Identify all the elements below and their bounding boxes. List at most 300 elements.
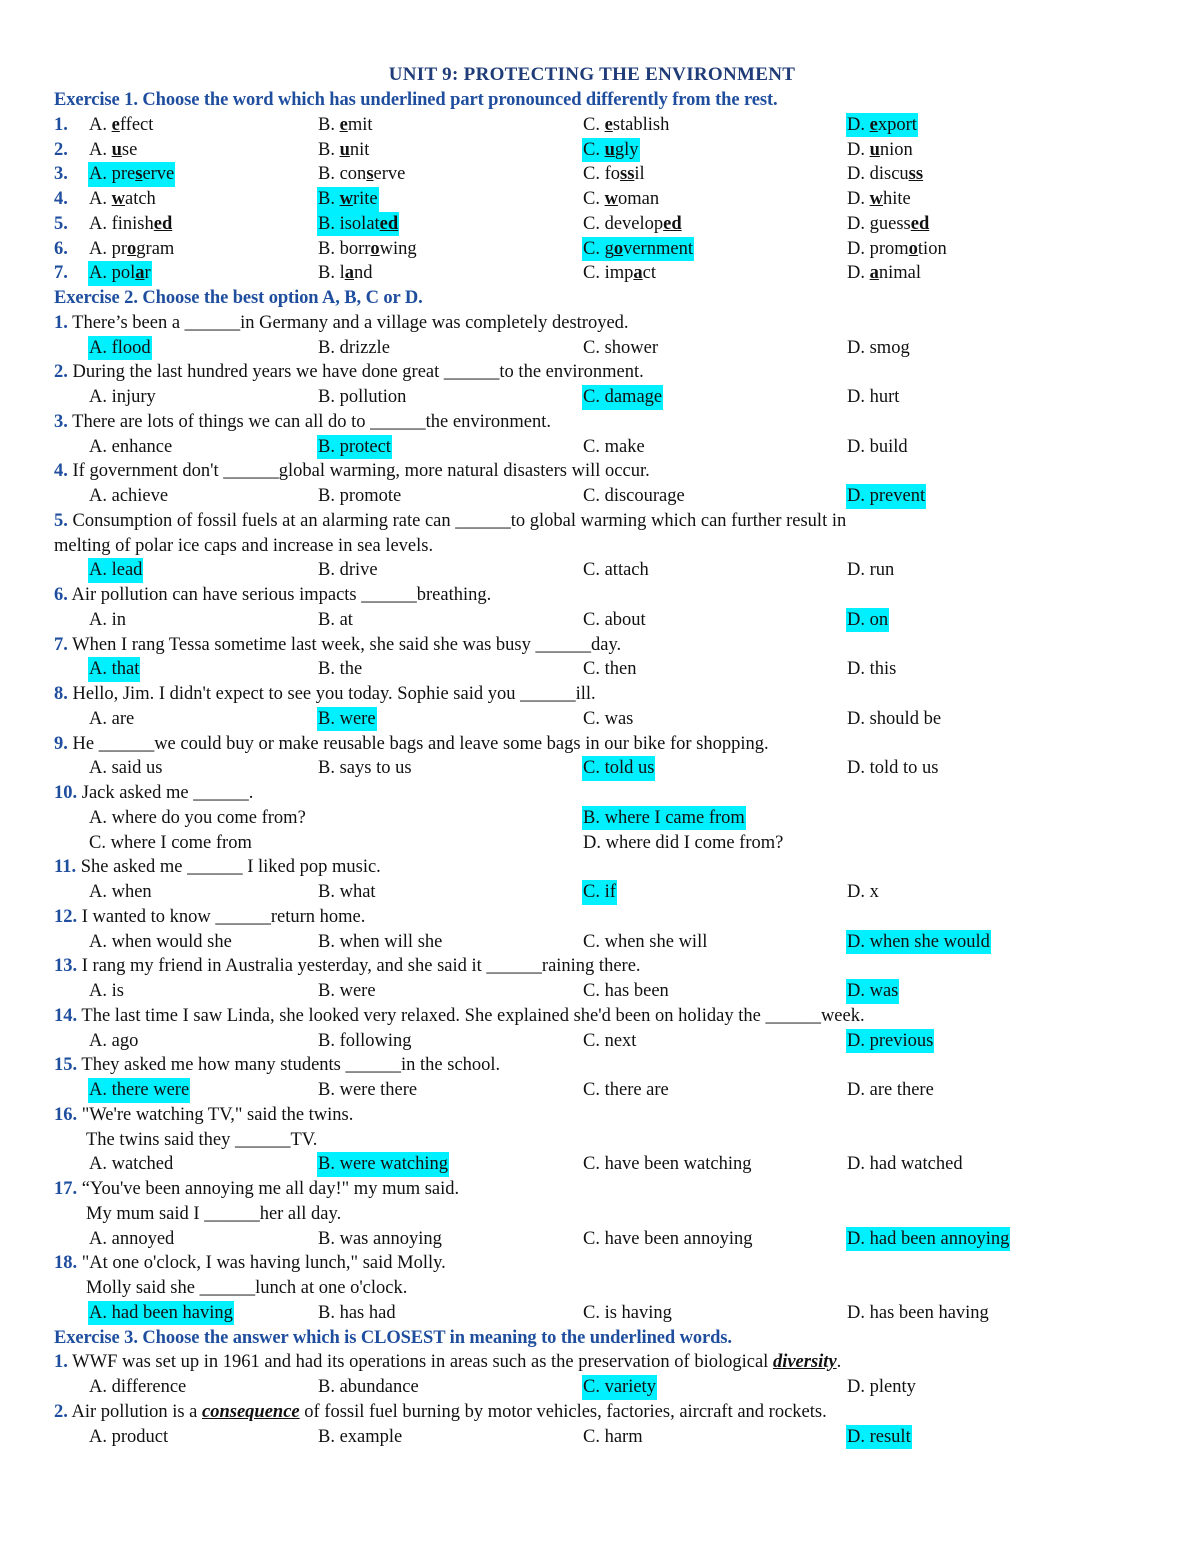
answer-option: B. were (317, 707, 377, 732)
answer-option (317, 261, 373, 286)
text-line (0, 1350, 1200, 1375)
answer-option (846, 261, 922, 286)
option-suffix: ffect (119, 114, 154, 135)
answer-option: C. is having (583, 1302, 672, 1323)
answer-option: C. told us (582, 756, 655, 781)
question-text (54, 1350, 841, 1375)
question-number: 2. (54, 1401, 68, 1422)
question-stem: The last time I saw Linda, she looked very relaxed. She explained she'd been on holiday the ______week. (81, 1005, 865, 1026)
question-number: 11. (54, 857, 77, 878)
question-number: 3. (54, 164, 68, 185)
question-text (54, 583, 491, 608)
answer-option: A. achieve (89, 486, 169, 506)
question-stem: I rang my friend in Australia yesterday, and she said it ______raining there. (81, 956, 641, 977)
text-line (0, 261, 1200, 286)
underlined-part: e (604, 114, 613, 135)
question-text (54, 682, 596, 707)
answer-option: B. says to us (318, 758, 412, 779)
text-line (0, 484, 1200, 509)
answer-option (846, 237, 948, 262)
option-prefix: D. guess (847, 213, 911, 234)
answer-option: D. run (847, 560, 895, 581)
option-suffix: nd (353, 263, 373, 284)
answer-option: D. plenty (847, 1377, 916, 1397)
answer-option (846, 138, 914, 163)
answer-option (88, 237, 175, 262)
question-number: 2. (54, 139, 68, 160)
underlined-part: s (135, 164, 143, 185)
text-line (0, 311, 1200, 336)
answer-option (846, 187, 912, 212)
text-line (0, 1053, 1200, 1078)
answer-option: A. are (89, 708, 135, 729)
text-line (0, 979, 1200, 1004)
question-stem: “You've been annoying me all day!" my mum said. (81, 1179, 460, 1199)
option-suffix: oman (617, 189, 660, 209)
answer-option: B. were (318, 981, 376, 1001)
question-number: 6. (54, 238, 68, 259)
answer-option: A. ago (89, 1030, 139, 1051)
answer-option: A. that (88, 657, 140, 682)
question-number: 12. (54, 906, 78, 927)
answer-option (582, 138, 640, 163)
text-line (0, 1375, 1200, 1400)
question-stem: Jack asked me ______. (81, 783, 254, 803)
question-stem: "At one o'clock, I was having lunch," said Molly. (81, 1253, 446, 1274)
underlined-part: a (344, 263, 354, 284)
question-number: 5. (54, 213, 68, 234)
underlined-part: u (111, 139, 122, 160)
option-prefix: D. discu (847, 164, 909, 185)
question-number: 16. (54, 1104, 78, 1125)
option-suffix: nit (349, 139, 370, 160)
answer-option: C. was (583, 708, 634, 729)
answer-option: B. protect (317, 435, 392, 460)
option-prefix: C. imp (583, 263, 634, 284)
underlined-part: s (366, 164, 374, 185)
text-line (0, 435, 1200, 460)
option-prefix: A. pol (89, 263, 136, 284)
text-line (0, 756, 1200, 781)
question-stem-end: of fossil fuel burning by motor vehicles, factories, aircraft and rockets. (299, 1401, 827, 1422)
answer-option: A. annoyed (89, 1228, 175, 1249)
answer-option: C. variety (582, 1375, 657, 1400)
option-prefix: A. (89, 114, 112, 135)
question-number: 13. (54, 956, 78, 977)
option-suffix: r (144, 263, 151, 284)
answer-option (317, 212, 399, 237)
answer-option: C. there are (583, 1080, 669, 1100)
text-line (0, 831, 1200, 856)
answer-option: D. x (847, 882, 879, 902)
answer-option: C. make (583, 436, 645, 457)
underlined-part: u (869, 139, 880, 160)
answer-option: C. then (583, 659, 637, 680)
text-line (0, 682, 1200, 707)
option-suffix: xport (877, 114, 917, 135)
question-text (54, 633, 621, 658)
text-line (0, 608, 1200, 633)
answer-option: B. was annoying (318, 1228, 442, 1249)
question-text (54, 954, 641, 979)
text-line (0, 385, 1200, 410)
question-stem: Consumption of fossil fuels at an alarming rate can ______to global warming which can further result in (72, 510, 847, 531)
option-suffix: nion (879, 139, 913, 160)
question-stem: If government don't ______global warming, more natural disasters will occur. (72, 461, 650, 482)
answer-option: C. shower (583, 337, 659, 358)
answer-option (846, 212, 930, 237)
option-prefix: D. (847, 263, 870, 284)
option-prefix: A. pre (89, 164, 136, 185)
answer-option: A. said us (89, 758, 163, 779)
question-stem: He ______we could buy or make reusable bags and leave some bags in our bike for shopping. (72, 733, 769, 754)
answer-option: C. have been annoying (583, 1228, 753, 1249)
text-line (0, 657, 1200, 682)
question-text (54, 781, 253, 806)
answer-option (88, 187, 157, 212)
question-number: 7. (54, 263, 68, 284)
answer-option: A. lead (88, 558, 143, 583)
text-line (0, 781, 1200, 806)
option-prefix: A. finish (89, 213, 154, 234)
answer-option: B. at (318, 609, 353, 630)
answer-option: A. where do you come from? (89, 807, 306, 828)
question-stem: Air pollution can have serious impacts ______breathing. (71, 585, 492, 605)
underlined-part: ed (910, 213, 930, 234)
answer-option: D. on (846, 608, 889, 633)
option-suffix: wing (379, 238, 417, 259)
answer-option: B. drizzle (318, 337, 390, 358)
option-suffix: gram (136, 238, 175, 259)
answer-option: A. when would she (89, 931, 232, 952)
question-text (54, 410, 551, 435)
question-number: 9. (54, 733, 68, 754)
question-number: 5. (54, 510, 68, 531)
option-prefix: C. develop (583, 213, 664, 234)
reported-sentence: The twins said they ______TV. (86, 1129, 318, 1150)
option-prefix: B. l (318, 263, 345, 284)
answer-option: D. was (846, 979, 899, 1004)
answer-option (88, 261, 152, 286)
underlined-part: ss (620, 164, 635, 185)
text-line (0, 1301, 1200, 1326)
option-prefix: C. (583, 139, 605, 160)
answer-option: C. when she will (583, 931, 708, 952)
answer-option (317, 187, 379, 212)
option-suffix: erve (373, 164, 406, 185)
option-suffix: stablish (612, 114, 670, 135)
option-suffix: vernment (623, 238, 693, 259)
underlined-part: w (869, 189, 883, 209)
underlined-part: u (604, 139, 615, 160)
answer-option: B. were there (318, 1080, 418, 1100)
answer-option: C. discourage (583, 486, 685, 506)
answer-option (582, 237, 694, 262)
answer-option (846, 113, 918, 138)
text-line (0, 1251, 1200, 1276)
question-text (54, 905, 365, 930)
question-text (54, 1400, 827, 1425)
answer-option (582, 113, 670, 138)
option-prefix: D. (847, 114, 870, 135)
option-prefix: D. prom (847, 238, 909, 259)
underlined-part: u (339, 139, 350, 160)
question-text (54, 360, 644, 385)
answer-option: C. harm (583, 1426, 643, 1447)
text-line (0, 1227, 1200, 1252)
text-line (0, 1004, 1200, 1029)
question-text (54, 1177, 459, 1202)
question-number: 17. (54, 1179, 78, 1199)
answer-option: C. next (583, 1030, 637, 1051)
answer-option: D. hurt (847, 387, 900, 407)
question-number: 1. (54, 1352, 68, 1373)
answer-option: D. result (846, 1425, 912, 1450)
exercise-heading: Exercise 1. Choose the word which has underlined part pronounced differently from the rest. (54, 90, 778, 110)
answer-option: B. where I came from (582, 806, 746, 831)
question-text (54, 1053, 500, 1078)
underlined-part: e (111, 114, 120, 135)
underlined-part: e (339, 114, 348, 135)
answer-option: B. when will she (318, 931, 443, 952)
underlined-part: o (613, 238, 624, 259)
answer-option: A. watched (89, 1154, 174, 1175)
question-stem: There’s been a ______in Germany and a village was completely destroyed. (72, 312, 629, 333)
answer-option (317, 113, 373, 138)
reported-sentence: My mum said I ______her all day. (86, 1203, 342, 1224)
question-text (54, 311, 629, 336)
text-line (0, 237, 1200, 262)
answer-option: A. in (89, 609, 126, 630)
underlined-part: w (339, 189, 353, 209)
answer-option: B. has had (318, 1302, 396, 1323)
question-text (54, 1251, 446, 1276)
underlined-part: a (135, 263, 145, 284)
option-suffix: mit (347, 114, 373, 135)
option-prefix: B. con (318, 164, 367, 185)
answer-option: D. this (847, 659, 897, 680)
option-suffix: atch (125, 189, 156, 209)
question-text (54, 509, 846, 534)
option-suffix: gly (614, 139, 639, 160)
question-stem: I wanted to know ______return home. (81, 906, 366, 927)
text-line (0, 162, 1200, 187)
underlined-part: ed (379, 213, 399, 234)
text-line (0, 1152, 1200, 1177)
option-suffix: erve (142, 164, 175, 185)
underlined-part: a (633, 263, 643, 284)
question-number: 15. (54, 1055, 78, 1076)
question-number: 4. (54, 189, 68, 209)
underlined-word: consequence (202, 1401, 300, 1422)
answer-option: D. build (847, 436, 908, 457)
question-stem: Hello, Jim. I didn't expect to see you today. Sophie said you ______ill. (72, 684, 596, 704)
option-prefix: A. pr (89, 238, 128, 259)
text-line (0, 459, 1200, 484)
answer-option: D. when she would (846, 930, 991, 955)
question-text (54, 732, 769, 757)
text-line (0, 806, 1200, 831)
answer-option (582, 162, 646, 187)
answer-option: B. pollution (318, 387, 407, 407)
text-line (0, 410, 1200, 435)
underlined-part: ed (663, 213, 682, 234)
page-title: UNIT 9: PROTECTING THE ENVIRONMENT (388, 64, 796, 85)
option-prefix: C. g (583, 238, 614, 259)
option-prefix: C. (583, 189, 605, 209)
option-prefix: D. (847, 189, 870, 209)
answer-option: A. is (89, 981, 124, 1001)
question-stem: They asked me how many students ______in the school. (81, 1055, 501, 1076)
text-line (0, 1276, 1200, 1301)
answer-option: D. are there (847, 1080, 934, 1100)
answer-option: B. following (318, 1030, 412, 1051)
text-line (0, 360, 1200, 385)
option-prefix: A. (89, 139, 112, 160)
answer-option: B. example (318, 1426, 403, 1447)
question-stem: WWF was set up in 1961 and had its operations in areas such as the preservation of biological (72, 1352, 773, 1373)
reported-sentence: Molly said she ______lunch at one o'clock. (86, 1278, 408, 1298)
answer-option: D. has been having (847, 1302, 989, 1323)
option-prefix: B. (318, 139, 340, 160)
question-stem: Air pollution is a (71, 1401, 203, 1422)
answer-option: A. there were (88, 1078, 190, 1103)
option-prefix: C. fo (583, 164, 620, 185)
underlined-part: ss (908, 164, 924, 185)
underlined-part: a (869, 263, 879, 284)
underlined-part: w (111, 189, 125, 209)
answer-option (317, 237, 418, 262)
question-text (54, 1004, 865, 1029)
question-number: 4. (54, 461, 68, 482)
answer-option: A. had been having (88, 1301, 234, 1326)
text-line (0, 336, 1200, 361)
option-suffix: il (634, 164, 645, 185)
option-prefix: B. (318, 114, 340, 135)
underlined-part: e (869, 114, 878, 135)
option-prefix: B. borr (318, 238, 371, 259)
option-suffix: se (121, 139, 138, 160)
answer-option: D. had been annoying (846, 1227, 1010, 1252)
answer-option: D. told to us (847, 758, 939, 779)
question-number: 18. (54, 1253, 78, 1274)
answer-option: B. were watching (317, 1152, 449, 1177)
question-text (54, 1103, 353, 1128)
option-prefix: D. (847, 139, 870, 160)
answer-option: A. difference (89, 1377, 187, 1397)
text-line (0, 1128, 1200, 1153)
question-number: 10. (54, 783, 78, 803)
answer-option (317, 162, 406, 187)
question-number: 8. (54, 684, 68, 704)
answer-option (88, 162, 175, 187)
answer-option (582, 187, 660, 212)
text-line (0, 905, 1200, 930)
answer-option: B. drive (318, 560, 378, 581)
text-line (0, 1400, 1200, 1425)
answer-option: A. product (89, 1426, 169, 1447)
question-stem: There are lots of things we can all do to ______the environment. (72, 411, 551, 432)
text-line (0, 583, 1200, 608)
question-number: 14. (54, 1005, 78, 1026)
option-suffix: ct (642, 263, 656, 284)
answer-option: C. has been (583, 981, 669, 1001)
answer-option (88, 212, 173, 237)
option-suffix: tion (917, 238, 947, 259)
text-line (0, 930, 1200, 955)
underlined-part: o (370, 238, 380, 259)
answer-option: B. abundance (318, 1377, 419, 1397)
answer-option (846, 162, 924, 187)
question-stem-continued: melting of polar ice caps and increase in sea levels. (54, 535, 434, 556)
answer-option: B. promote (318, 486, 402, 506)
text-line (0, 1103, 1200, 1128)
question-number: 7. (54, 634, 68, 655)
question-stem: "We're watching TV," said the twins. (81, 1104, 354, 1125)
text-line (0, 113, 1200, 138)
option-suffix: rite (352, 189, 378, 209)
exercise-heading: Exercise 3. Choose the answer which is CLOSEST in meaning to the underlined words. (54, 1327, 732, 1348)
answer-option: C. have been watching (583, 1154, 752, 1175)
question-number: 2. (54, 362, 68, 383)
underlined-part: ed (153, 213, 173, 234)
question-stem: During the last hundred years we have done great ______to the environment. (72, 362, 644, 383)
answer-option: A. injury (89, 387, 156, 407)
question-number: 1. (54, 114, 68, 135)
exercise-heading: Exercise 2. Choose the best option A, B, C or D. (54, 288, 423, 308)
answer-option: D. where did I come from? (583, 832, 784, 853)
underlined-word: diversity (772, 1352, 837, 1373)
answer-option: D. smog (847, 337, 910, 358)
answer-option: D. prevent (846, 484, 926, 509)
answer-option (88, 138, 138, 163)
text-line (0, 954, 1200, 979)
text-line (0, 855, 1200, 880)
question-number: 3. (54, 411, 68, 432)
text-line (0, 509, 1200, 534)
text-line (0, 138, 1200, 163)
answer-option: A. flood (88, 336, 152, 361)
text-line (0, 633, 1200, 658)
answer-option: D. had watched (847, 1154, 963, 1175)
question-stem: When I rang Tessa sometime last week, she said she was busy ______day. (72, 634, 622, 655)
text-line (0, 707, 1200, 732)
answer-option: C. where I come from (89, 832, 252, 853)
answer-option (88, 113, 154, 138)
answer-option: B. what (318, 882, 376, 902)
question-text (54, 855, 381, 880)
option-suffix: nimal (878, 263, 922, 284)
text-line (0, 1202, 1200, 1227)
answer-option: D. previous (846, 1029, 934, 1054)
text-line (0, 212, 1200, 237)
option-prefix: B. (318, 189, 340, 209)
option-suffix: hite (883, 189, 911, 209)
answer-option: A. when (89, 882, 152, 902)
answer-option: D. should be (847, 708, 942, 729)
answer-option: C. about (583, 609, 646, 630)
text-line (0, 880, 1200, 905)
text-line (0, 1078, 1200, 1103)
question-number: 1. (54, 312, 68, 333)
answer-option: B. the (318, 659, 363, 680)
answer-option (582, 261, 657, 286)
text-line (0, 558, 1200, 583)
underlined-part: w (604, 189, 618, 209)
text-line (0, 1425, 1200, 1450)
underlined-part: o (127, 238, 137, 259)
answer-option: C. if (582, 880, 617, 905)
